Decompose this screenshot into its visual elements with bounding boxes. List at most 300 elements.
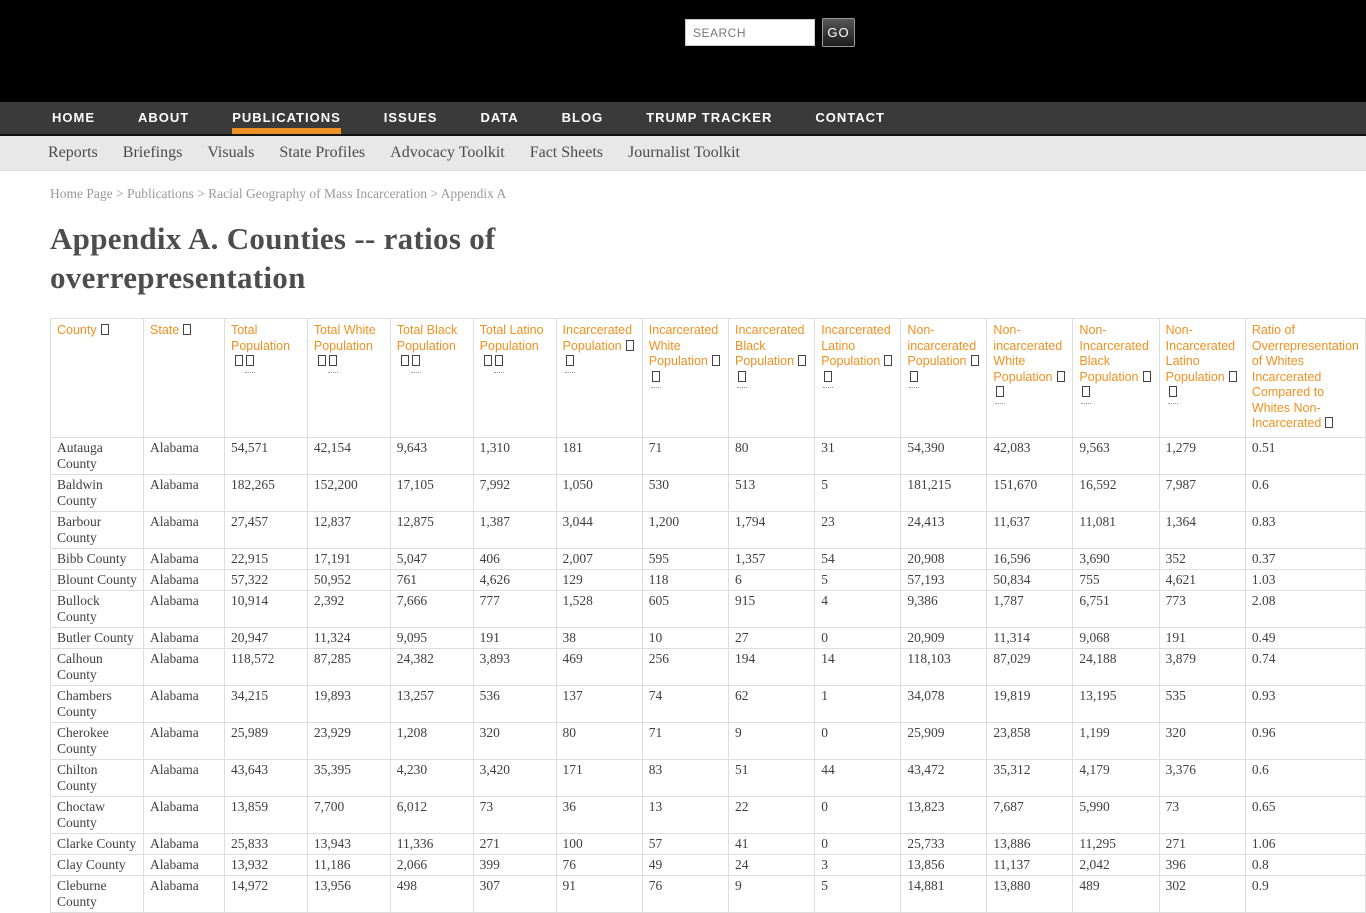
cell-value: 13,880 <box>987 875 1073 912</box>
cell-value: 320 <box>1159 722 1245 759</box>
cell-value: 0.65 <box>1245 796 1365 833</box>
cell-value: 12,875 <box>390 511 473 548</box>
main-nav <box>0 100 1366 136</box>
cell-value: 0.51 <box>1245 437 1365 474</box>
column-header-label: Non-Incarcerated Latino Population <box>1165 323 1236 384</box>
column-header-label: Incarcerated White Population <box>648 323 719 368</box>
sort-icon[interactable] <box>738 371 746 382</box>
column-header-incarcerated-population[interactable] <box>556 319 642 438</box>
cell-value: 16,592 <box>1073 474 1159 511</box>
cell-value: 16,596 <box>987 548 1073 569</box>
cell-value: 5,990 <box>1073 796 1159 833</box>
nav-item-about[interactable]: ABOUT <box>138 110 190 125</box>
cell-value: 13,195 <box>1073 685 1159 722</box>
column-header-label: Ratio of Overrepresentation of Whites Incarcerated Compared to Whites Non-Incarcerated <box>1251 323 1359 430</box>
column-header-ratio-of-overrepresentation-of-whites-in[interactable] <box>1245 319 1365 438</box>
search-go-button[interactable]: GO <box>822 18 855 47</box>
cell-value: 5 <box>815 569 901 590</box>
cell-value: 0.74 <box>1245 648 1365 685</box>
sort-icon[interactable] <box>1169 386 1177 397</box>
cell-value: 777 <box>473 590 556 627</box>
cell-value: 0.6 <box>1245 759 1365 796</box>
cell-value: 1,787 <box>987 590 1073 627</box>
cell-value: 1.06 <box>1245 833 1365 854</box>
cell-value: 87,285 <box>307 648 390 685</box>
column-header-label: Total White Population <box>313 323 376 353</box>
cell-value: 34,215 <box>224 685 307 722</box>
cell-value: 1,200 <box>642 511 728 548</box>
cell-value: 13,932 <box>224 854 307 875</box>
cell-county: Choctaw County <box>51 796 144 833</box>
sort-icon[interactable] <box>401 355 409 366</box>
cell-value: 137 <box>556 685 642 722</box>
cell-value: 20,947 <box>224 627 307 648</box>
cell-value: 6,751 <box>1073 590 1159 627</box>
cell-value: 80 <box>556 722 642 759</box>
table-row <box>51 474 1366 511</box>
cell-value: 27,457 <box>224 511 307 548</box>
sort-icon[interactable] <box>971 355 979 366</box>
cell-value: 1,528 <box>556 590 642 627</box>
cell-value: 24 <box>728 854 814 875</box>
table-body <box>51 437 1366 912</box>
cell-county: Cherokee County <box>51 722 144 759</box>
sort-icon[interactable] <box>712 355 720 366</box>
cell-value: 36 <box>556 796 642 833</box>
cell-value: 191 <box>473 627 556 648</box>
cell-county: Chambers County <box>51 685 144 722</box>
cell-value: 22 <box>728 796 814 833</box>
cell-value: 0.83 <box>1245 511 1365 548</box>
counties-table <box>50 318 1366 913</box>
breadcrumb-link-appendix-a[interactable]: Appendix A <box>440 186 507 201</box>
cell-value: 761 <box>390 569 473 590</box>
cell-value: 51 <box>728 759 814 796</box>
cell-value: 12,837 <box>307 511 390 548</box>
sort-icon[interactable] <box>824 371 832 382</box>
cell-value: 50,952 <box>307 569 390 590</box>
table-row <box>51 590 1366 627</box>
subnav-item-fact-sheets[interactable]: Fact Sheets <box>529 144 604 161</box>
column-header-label: Incarcerated Latino Population <box>821 323 891 368</box>
nav-item <box>232 102 341 134</box>
column-header-total-black-population[interactable] <box>390 319 473 438</box>
cell-value: 5 <box>815 875 901 912</box>
cell-county: Blount County <box>51 569 144 590</box>
cell-value: 5,047 <box>390 548 473 569</box>
cell-value: 535 <box>1159 685 1245 722</box>
cell-county: Calhoun County <box>51 648 144 685</box>
cell-value: 74 <box>642 685 728 722</box>
table-row <box>51 548 1366 569</box>
cell-value: 0.6 <box>1245 474 1365 511</box>
cell-value: 513 <box>728 474 814 511</box>
cell-value: 19,893 <box>307 685 390 722</box>
nav-item <box>480 102 518 134</box>
sort-icon[interactable] <box>1082 386 1090 397</box>
sort-tooltip-wrap <box>909 370 919 389</box>
cell-value: 5 <box>815 474 901 511</box>
cell-value: 1 <box>815 685 901 722</box>
sort-icon[interactable] <box>235 355 243 366</box>
cell-value: 3,044 <box>556 511 642 548</box>
cell-value: 31 <box>815 437 901 474</box>
cell-value: 118 <box>642 569 728 590</box>
nav-item-blog[interactable]: BLOG <box>561 110 604 125</box>
sort-icon[interactable] <box>495 355 503 366</box>
sort-icon[interactable] <box>1057 371 1065 382</box>
cell-value: 24,382 <box>390 648 473 685</box>
sort-tooltip-wrap <box>245 354 255 373</box>
cell-value: 9,095 <box>390 627 473 648</box>
cell-value: 54,390 <box>901 437 987 474</box>
breadcrumb-separator: > <box>193 186 209 201</box>
sort-tooltip-wrap <box>823 370 833 389</box>
nav-item-home[interactable]: HOME <box>52 110 95 125</box>
cell-value: 7,687 <box>987 796 1073 833</box>
table-row <box>51 854 1366 875</box>
sort-icon[interactable] <box>910 371 918 382</box>
nav-item-data[interactable]: DATA <box>480 110 519 125</box>
cell-value: 6,012 <box>390 796 473 833</box>
cell-value: 1.03 <box>1245 569 1365 590</box>
cell-state: Alabama <box>144 511 225 548</box>
cell-value: 35,395 <box>307 759 390 796</box>
cell-value: 0.8 <box>1245 854 1365 875</box>
cell-county: Autauga County <box>51 437 144 474</box>
sort-icon[interactable] <box>183 324 191 335</box>
cell-value: 11,637 <box>987 511 1073 548</box>
cell-value: 1,794 <box>728 511 814 548</box>
sort-tooltip-wrap <box>1168 385 1178 404</box>
cell-value: 307 <box>473 875 556 912</box>
table-row <box>51 833 1366 854</box>
cell-value: 54,571 <box>224 437 307 474</box>
cell-value: 13,886 <box>987 833 1073 854</box>
sort-icon[interactable] <box>101 324 109 335</box>
cell-value: 91 <box>556 875 642 912</box>
cell-value: 2,007 <box>556 548 642 569</box>
cell-value: 2,042 <box>1073 854 1159 875</box>
cell-value: 595 <box>642 548 728 569</box>
breadcrumb-link-publications[interactable]: Publications <box>126 186 194 201</box>
nav-item <box>384 102 438 134</box>
cell-value: 9,386 <box>901 590 987 627</box>
cell-value: 0 <box>815 833 901 854</box>
sort-icon[interactable] <box>996 386 1004 397</box>
cell-value: 1,199 <box>1073 722 1159 759</box>
cell-value: 3 <box>815 854 901 875</box>
cell-value: 181,215 <box>901 474 987 511</box>
cell-value: 27 <box>728 627 814 648</box>
cell-value: 11,137 <box>987 854 1073 875</box>
cell-value: 194 <box>728 648 814 685</box>
cell-state: Alabama <box>144 875 225 912</box>
cell-state: Alabama <box>144 590 225 627</box>
column-header-incarcerated-latino-population[interactable] <box>815 319 901 438</box>
cell-value: 80 <box>728 437 814 474</box>
cell-value: 11,295 <box>1073 833 1159 854</box>
cell-value: 13,859 <box>224 796 307 833</box>
sort-icon[interactable] <box>884 355 892 366</box>
sort-icon[interactable] <box>626 340 634 351</box>
sort-tooltip-wrap <box>494 354 504 373</box>
cell-county: Cleburne County <box>51 875 144 912</box>
cell-value: 50,834 <box>987 569 1073 590</box>
cell-value: 13 <box>642 796 728 833</box>
cell-value: 23 <box>815 511 901 548</box>
breadcrumb-link-racial-geography-of-mass-incarceration[interactable]: Racial Geography of Mass Incarceration <box>208 186 428 201</box>
cell-value: 1,279 <box>1159 437 1245 474</box>
table-row <box>51 648 1366 685</box>
breadcrumb-link-home-page[interactable]: Home Page <box>50 186 113 201</box>
cell-value: 4 <box>815 590 901 627</box>
sort-tooltip-wrap <box>1081 385 1091 404</box>
main-nav-list <box>0 102 1366 134</box>
sort-icon[interactable] <box>318 355 326 366</box>
cell-value: 9,643 <box>390 437 473 474</box>
column-header-non-incarcerated-black-population[interactable] <box>1073 319 1159 438</box>
cell-value: 35,312 <box>987 759 1073 796</box>
cell-county: Butler County <box>51 627 144 648</box>
cell-value: 11,081 <box>1073 511 1159 548</box>
sort-icon[interactable] <box>329 355 337 366</box>
cell-county: Barbour County <box>51 511 144 548</box>
column-header-non-incarcerated-latino-population[interactable] <box>1159 319 1245 438</box>
cell-value: 42,154 <box>307 437 390 474</box>
cell-value: 3,376 <box>1159 759 1245 796</box>
cell-value: 57 <box>642 833 728 854</box>
column-header-total-latino-population[interactable] <box>473 319 556 438</box>
cell-value: 11,324 <box>307 627 390 648</box>
cell-state: Alabama <box>144 854 225 875</box>
cell-value: 3,879 <box>1159 648 1245 685</box>
subnav-item-journalist-toolkit[interactable]: Journalist Toolkit <box>628 144 740 161</box>
cell-value: 9,068 <box>1073 627 1159 648</box>
cell-value: 14 <box>815 648 901 685</box>
cell-value: 20,909 <box>901 627 987 648</box>
cell-value: 2.08 <box>1245 590 1365 627</box>
column-header-label: Incarcerated Black Population <box>734 323 805 368</box>
cell-value: 71 <box>642 722 728 759</box>
cell-county: Baldwin County <box>51 474 144 511</box>
breadcrumb-separator: > <box>427 186 441 201</box>
table-row <box>51 722 1366 759</box>
cell-value: 17,191 <box>307 548 390 569</box>
cell-county: Bullock County <box>51 590 144 627</box>
nav-item <box>646 102 772 134</box>
cell-state: Alabama <box>144 548 225 569</box>
table-row <box>51 569 1366 590</box>
cell-value: 773 <box>1159 590 1245 627</box>
cell-value: 0.37 <box>1245 548 1365 569</box>
cell-value: 13,823 <box>901 796 987 833</box>
cell-value: 49 <box>642 854 728 875</box>
table-row <box>51 627 1366 648</box>
page-title: Appendix A. Counties -- ratios of overrepresentation <box>50 221 496 295</box>
cell-value: 57,322 <box>224 569 307 590</box>
cell-value: 4,621 <box>1159 569 1245 590</box>
cell-value: 1,357 <box>728 548 814 569</box>
cell-value: 0 <box>815 722 901 759</box>
cell-value: 62 <box>728 685 814 722</box>
cell-value: 1,310 <box>473 437 556 474</box>
nav-item-contact[interactable]: CONTACT <box>815 110 885 125</box>
cell-state: Alabama <box>144 685 225 722</box>
cell-value: 73 <box>473 796 556 833</box>
table-row <box>51 796 1366 833</box>
cell-value: 0.49 <box>1245 627 1365 648</box>
cell-value: 100 <box>556 833 642 854</box>
cell-value: 87,029 <box>987 648 1073 685</box>
sort-icon[interactable] <box>652 371 660 382</box>
column-header-incarcerated-white-population[interactable] <box>642 319 728 438</box>
sort-icon[interactable] <box>566 355 574 366</box>
cell-value: 4,626 <box>473 569 556 590</box>
nav-item <box>138 102 189 134</box>
sort-icon[interactable] <box>798 355 806 366</box>
column-header-label: State <box>150 323 180 337</box>
sort-icon[interactable] <box>246 355 254 366</box>
table-head <box>51 319 1366 438</box>
cell-value: 24,188 <box>1073 648 1159 685</box>
table-row <box>51 437 1366 474</box>
column-header-label: Total Latino Population <box>479 323 544 353</box>
search-input[interactable] <box>685 19 815 46</box>
cell-value: 9,563 <box>1073 437 1159 474</box>
cell-value: 352 <box>1159 548 1245 569</box>
nav-item-issues[interactable]: ISSUES <box>383 110 438 125</box>
column-header-label: Non-Incarcerated Black Population <box>1079 323 1149 384</box>
cell-value: 76 <box>556 854 642 875</box>
cell-value: 73 <box>1159 796 1245 833</box>
sub-nav <box>0 136 1366 171</box>
subnav-item-state-profiles[interactable]: State Profiles <box>279 144 366 161</box>
sort-tooltip-wrap <box>328 354 338 373</box>
column-header-label: Incarcerated Population <box>562 323 633 353</box>
cell-value: 6 <box>728 569 814 590</box>
cell-value: 25,989 <box>224 722 307 759</box>
column-header-total-population[interactable] <box>224 319 307 438</box>
cell-value: 0 <box>815 627 901 648</box>
table-header-row <box>51 319 1366 438</box>
sort-icon[interactable] <box>484 355 492 366</box>
cell-value: 7,700 <box>307 796 390 833</box>
cell-state: Alabama <box>144 474 225 511</box>
subnav-item-briefings[interactable]: Briefings <box>122 144 183 161</box>
subnav-item-advocacy-toolkit[interactable]: Advocacy Toolkit <box>390 144 505 161</box>
cell-state: Alabama <box>144 569 225 590</box>
cell-state: Alabama <box>144 833 225 854</box>
cell-value: 7,666 <box>390 590 473 627</box>
cell-value: 181 <box>556 437 642 474</box>
cell-value: 13,943 <box>307 833 390 854</box>
cell-value: 530 <box>642 474 728 511</box>
nav-item-trump-tracker[interactable]: TRUMP TRACKER <box>646 110 773 125</box>
column-header-non-incarcerated-white-population[interactable] <box>987 319 1073 438</box>
breadcrumb-separator: > <box>112 186 127 201</box>
sort-tooltip-wrap <box>995 385 1005 404</box>
cell-value: 469 <box>556 648 642 685</box>
cell-value: 14,881 <box>901 875 987 912</box>
cell-value: 42,083 <box>987 437 1073 474</box>
column-header-non-incarcerated-population[interactable] <box>901 319 987 438</box>
cell-value: 20,908 <box>901 548 987 569</box>
cell-value: 10 <box>642 627 728 648</box>
cell-value: 19,819 <box>987 685 1073 722</box>
nav-item <box>52 102 95 134</box>
cell-value: 4,230 <box>390 759 473 796</box>
cell-value: 13,257 <box>390 685 473 722</box>
cell-value: 0.96 <box>1245 722 1365 759</box>
cell-value: 915 <box>728 590 814 627</box>
cell-value: 9 <box>728 875 814 912</box>
cell-value: 1,050 <box>556 474 642 511</box>
cell-value: 302 <box>1159 875 1245 912</box>
nav-item-publications[interactable]: PUBLICATIONS <box>232 102 341 134</box>
column-header-label: Non-incarcerated White Population <box>993 323 1063 384</box>
table-row <box>51 511 1366 548</box>
column-header-county[interactable] <box>51 319 144 438</box>
cell-value: 23,858 <box>987 722 1073 759</box>
cell-value: 406 <box>473 548 556 569</box>
cell-value: 152,200 <box>307 474 390 511</box>
cell-state: Alabama <box>144 627 225 648</box>
cell-value: 1,208 <box>390 722 473 759</box>
cell-value: 25,733 <box>901 833 987 854</box>
cell-value: 7,987 <box>1159 474 1245 511</box>
cell-value: 24,413 <box>901 511 987 548</box>
sort-icon[interactable] <box>1229 371 1237 382</box>
cell-value: 605 <box>642 590 728 627</box>
subnav-item-visuals[interactable]: Visuals <box>207 144 255 161</box>
sort-tooltip-wrap <box>737 370 747 389</box>
cell-value: 118,572 <box>224 648 307 685</box>
cell-value: 191 <box>1159 627 1245 648</box>
cell-value: 11,186 <box>307 854 390 875</box>
sort-icon[interactable] <box>412 355 420 366</box>
cell-value: 41 <box>728 833 814 854</box>
cell-value: 34,078 <box>901 685 987 722</box>
subnav-item-reports[interactable]: Reports <box>48 144 98 161</box>
column-header-total-white-population[interactable] <box>307 319 390 438</box>
cell-value: 14,972 <box>224 875 307 912</box>
cell-value: 399 <box>473 854 556 875</box>
cell-value: 54 <box>815 548 901 569</box>
sort-tooltip-wrap <box>411 354 421 373</box>
column-header-incarcerated-black-population[interactable] <box>728 319 814 438</box>
cell-value: 396 <box>1159 854 1245 875</box>
cell-value: 271 <box>473 833 556 854</box>
cell-value: 0.93 <box>1245 685 1365 722</box>
nav-item <box>815 102 885 134</box>
cell-value: 498 <box>390 875 473 912</box>
sort-icon[interactable] <box>1143 371 1151 382</box>
cell-value: 11,314 <box>987 627 1073 648</box>
table-row <box>51 685 1366 722</box>
sort-icon[interactable] <box>1325 417 1333 428</box>
cell-value: 2,392 <box>307 590 390 627</box>
cell-value: 151,670 <box>987 474 1073 511</box>
cell-value: 3,690 <box>1073 548 1159 569</box>
cell-value: 1,364 <box>1159 511 1245 548</box>
column-header-state[interactable] <box>144 319 225 438</box>
cell-state: Alabama <box>144 437 225 474</box>
column-header-label: Total Black Population <box>396 323 458 353</box>
cell-value: 489 <box>1073 875 1159 912</box>
cell-value: 755 <box>1073 569 1159 590</box>
cell-value: 23,929 <box>307 722 390 759</box>
